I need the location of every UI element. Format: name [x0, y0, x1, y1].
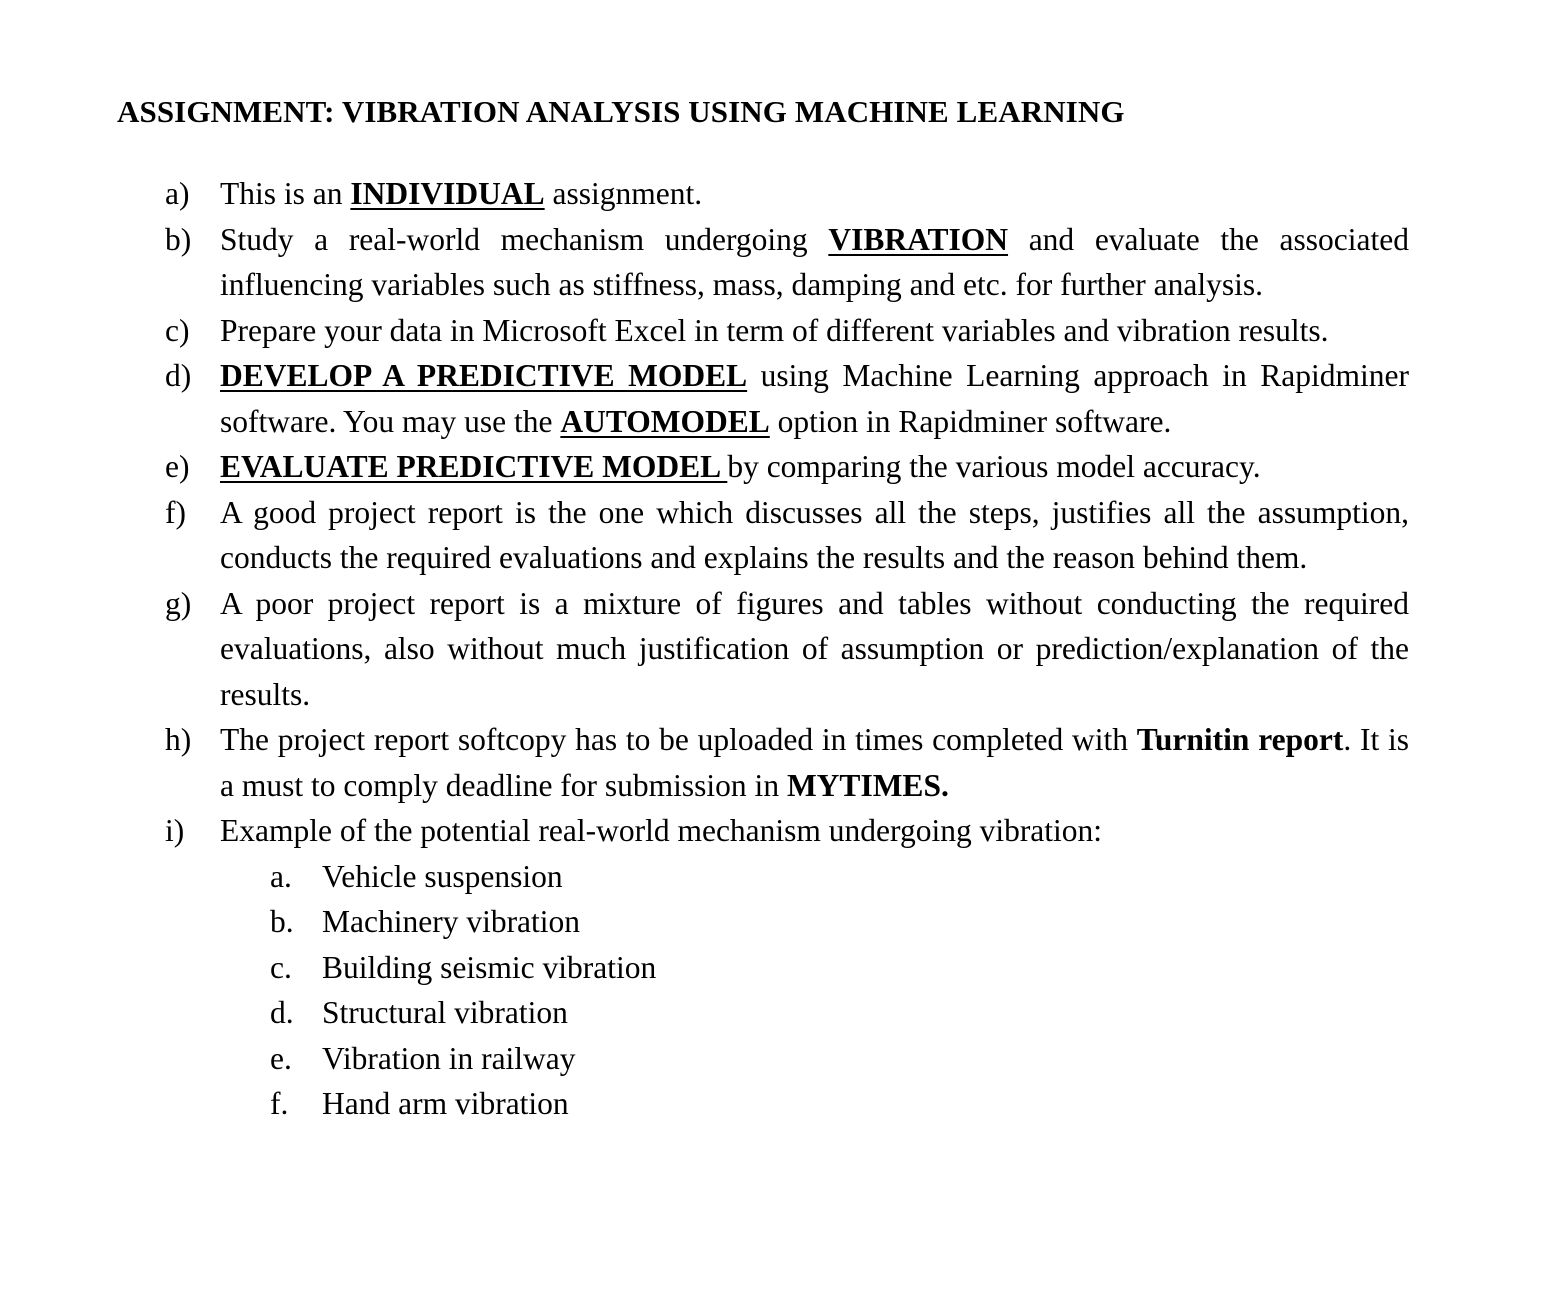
emphasis-automodel: AUTOMODEL — [560, 403, 770, 439]
text-run: This is an — [220, 176, 351, 211]
emphasis-turnitin: Turnitin report — [1136, 722, 1344, 757]
sublist-marker: a. — [270, 858, 292, 894]
sublist-item — [270, 945, 1409, 991]
list-item-a — [165, 171, 1409, 217]
sublist-marker: c. — [270, 949, 292, 985]
list-marker: a) — [165, 176, 190, 211]
list-item-d — [165, 353, 1409, 444]
list-item-text — [220, 808, 1409, 854]
emphasis-individual: INDIVIDUAL — [350, 176, 545, 211]
list-item-text — [220, 444, 1409, 490]
list-item-text — [220, 490, 1409, 581]
text-run: . It is a must to comply deadline for submission in — [220, 722, 1409, 803]
list-item-e — [165, 444, 1409, 490]
text-run: using Machine Learning approach in Rapidminer software. You may use the — [220, 358, 1409, 439]
sublist-item — [270, 990, 1409, 1036]
emphasis-mytimes: MYTIMES. — [786, 767, 949, 803]
text-run: The project report softcopy has to be uploaded in times completed with — [220, 722, 1137, 757]
sublist-item-text: Machinery vibration — [322, 904, 581, 939]
list-item-text — [220, 217, 1409, 308]
text-run: Example of the potential real-world mechanism undergoing vibration: — [220, 813, 1103, 848]
list-item-i — [165, 808, 1409, 1127]
list-item-text — [220, 171, 1409, 217]
text-run: A poor project report is a mixture of figures and tables without conducting the required evaluations, also without much justification of assumption or prediction/explanation of the results. — [220, 585, 1409, 712]
list-marker: b) — [165, 221, 192, 257]
list-item-g — [165, 581, 1409, 718]
text-run: assignment. — [544, 176, 703, 211]
sublist-marker: b. — [270, 904, 294, 939]
sublist-item-text: Structural vibration — [322, 995, 568, 1030]
list-marker: f) — [165, 494, 186, 530]
sublist-item — [270, 899, 1409, 945]
list-item-text — [220, 308, 1409, 354]
sublist-item-text: Hand arm vibration — [322, 1086, 569, 1121]
text-run: Prepare your data in Microsoft Excel in term of different variables and vibration results. — [220, 312, 1329, 348]
sublist-item-text: Vehicle suspension — [322, 858, 563, 894]
list-item-text — [220, 581, 1409, 718]
emphasis-develop-model: DEVELOP A PREDICTIVE MODEL — [220, 358, 748, 393]
sublist-item-text: Vibration in railway — [322, 1040, 576, 1076]
list-marker: i) — [165, 813, 185, 848]
sublist-item — [270, 854, 1409, 900]
list-marker: d) — [165, 358, 192, 393]
list-item-text — [220, 717, 1409, 808]
text-run: Study a real-world mechanism undergoing — [220, 221, 829, 257]
list-item-c — [165, 308, 1409, 354]
sublist-marker: f. — [270, 1086, 289, 1121]
sublist-marker: e. — [270, 1040, 292, 1076]
emphasis-evaluate-model: EVALUATE PREDICTIVE MODEL — [220, 449, 728, 484]
example-sublist — [270, 854, 1409, 1127]
list-item-text — [220, 353, 1409, 444]
sublist-item — [270, 1081, 1409, 1127]
list-item-h — [165, 717, 1409, 808]
emphasis-vibration: VIBRATION — [828, 221, 1009, 257]
list-marker: c) — [165, 312, 190, 348]
text-run: option in Rapidminer software. — [769, 403, 1172, 439]
assignment-title: ASSIGNMENT: VIBRATION ANALYSIS USING MACHINE LEARNING — [117, 94, 1125, 129]
list-item-f — [165, 490, 1409, 581]
list-item-b — [165, 217, 1409, 308]
sublist-item — [270, 1036, 1409, 1082]
text-run: and evaluate the associated influencing variables such as stiffness, mass, damping and etc. for further analysis. — [220, 221, 1409, 302]
sublist-marker: d. — [270, 995, 294, 1030]
list-marker: h) — [165, 722, 192, 757]
sublist-item-text: Building seismic vibration — [322, 949, 657, 985]
instruction-list — [165, 171, 1409, 1127]
text-run: A good project report is the one which discusses all the steps, justifies all the assumption, conducts the required evaluations and explains the results and the reason behind them. — [220, 494, 1409, 575]
text-run: by comparing the various model accuracy. — [727, 449, 1261, 484]
list-marker: g) — [165, 585, 192, 621]
list-marker: e) — [165, 449, 190, 484]
